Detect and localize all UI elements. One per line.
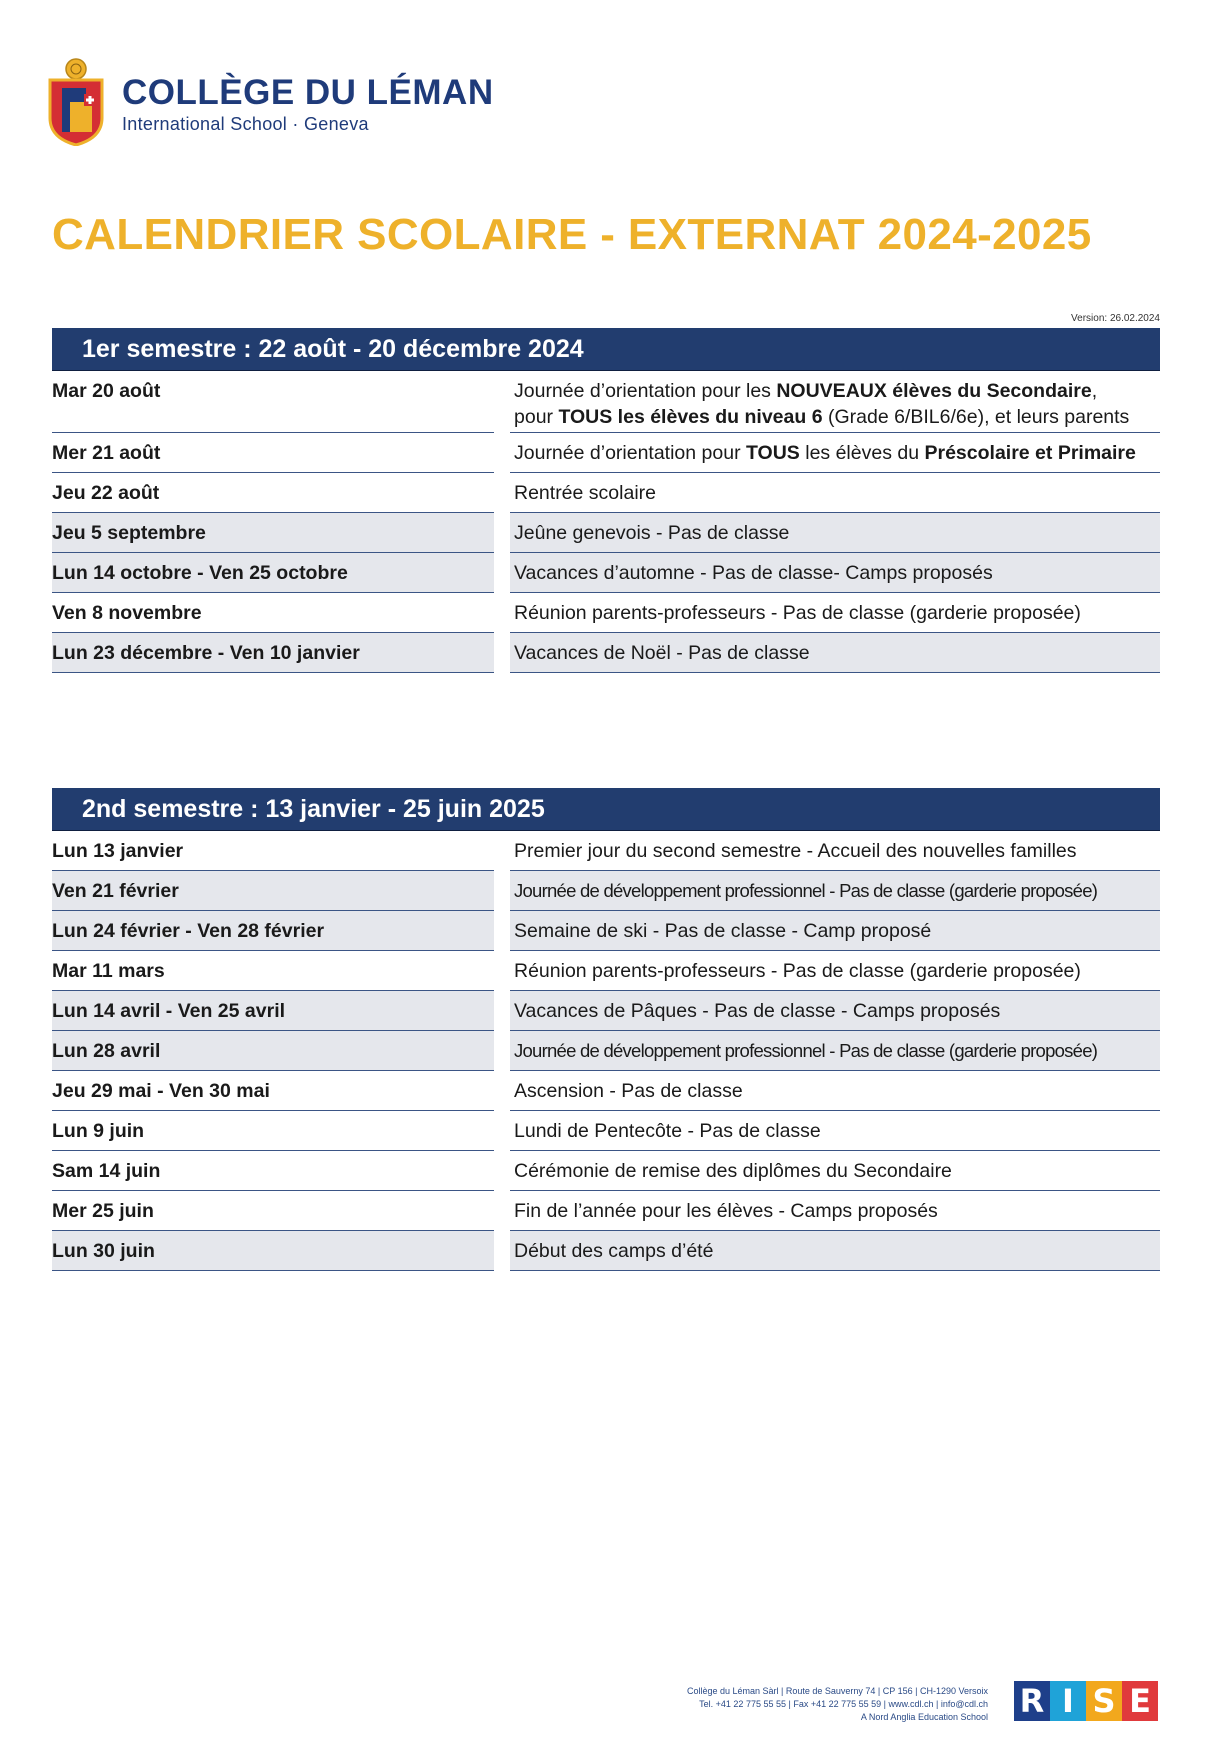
table-row <box>52 831 1160 871</box>
table-row <box>52 433 1160 473</box>
row-description: Cérémonie de remise des diplômes du Secondaire <box>510 1151 1160 1191</box>
row-date: Lun 14 octobre - Ven 25 octobre <box>52 553 494 593</box>
row-date: Mer 21 août <box>52 433 494 473</box>
table-row <box>52 633 1160 673</box>
row-date: Jeu 22 août <box>52 473 494 513</box>
footer-line-1: Collège du Léman Sàrl | Route de Sauverny 74 | CP 156 | CH-1290 Versoix <box>686 1686 988 1696</box>
row-date: Mar 20 août <box>52 371 494 433</box>
school-subtitle: International School · Geneva <box>122 114 369 134</box>
row-date: Lun 13 janvier <box>52 831 494 871</box>
row-description: Réunion parents-professeurs - Pas de classe (garderie proposée) <box>510 593 1160 633</box>
table-row <box>52 991 1160 1031</box>
table-row <box>52 473 1160 513</box>
table-row <box>52 371 1160 433</box>
row-description: Vacances de Pâques - Pas de classe - Camps proposés <box>510 991 1160 1031</box>
table-row <box>52 1071 1160 1111</box>
table-row <box>52 1231 1160 1271</box>
row-description: Journée de développement professionnel - Pas de classe (garderie proposée) <box>510 1031 1160 1071</box>
row-description: Journée de développement professionnel - Pas de classe (garderie proposée) <box>510 871 1160 911</box>
row-date: Mer 25 juin <box>52 1191 494 1231</box>
row-date: Lun 24 février - Ven 28 février <box>52 911 494 951</box>
row-description: Semaine de ski - Pas de classe - Camp proposé <box>510 911 1160 951</box>
row-description: Premier jour du second semestre - Accueil des nouvelles familles <box>510 831 1160 871</box>
footer-line-3: A Nord Anglia Education School <box>860 1712 988 1722</box>
row-description: Lundi de Pentecôte - Pas de classe <box>510 1111 1160 1151</box>
row-date: Lun 28 avril <box>52 1031 494 1071</box>
table-row <box>52 911 1160 951</box>
table-row <box>52 1191 1160 1231</box>
rise-logo <box>1014 1681 1158 1721</box>
table-row <box>52 1031 1160 1071</box>
rise-letter: I <box>1050 1681 1086 1721</box>
version-label: Version: 26.02.2024 <box>1071 313 1160 324</box>
row-description: Réunion parents-professeurs - Pas de classe (garderie proposée) <box>510 951 1160 991</box>
school-logo <box>46 58 494 146</box>
semester-2-header: 2nd semestre : 13 janvier - 25 juin 2025 <box>52 788 1160 831</box>
table-row <box>52 1151 1160 1191</box>
footer-address <box>687 1685 988 1724</box>
rise-letter: S <box>1086 1681 1122 1721</box>
table-row <box>52 593 1160 633</box>
table-row <box>52 513 1160 553</box>
semester-2-table <box>52 788 1160 1271</box>
row-date: Lun 30 juin <box>52 1231 494 1271</box>
rise-letter: E <box>1122 1681 1158 1721</box>
row-description: Rentrée scolaire <box>510 473 1160 513</box>
row-description: Fin de l’année pour les élèves - Camps proposés <box>510 1191 1160 1231</box>
row-description: Jeûne genevois - Pas de classe <box>510 513 1160 553</box>
table-row <box>52 1111 1160 1151</box>
row-description: Vacances d’automne - Pas de classe- Camps proposés <box>510 553 1160 593</box>
row-description: Vacances de Noël - Pas de classe <box>510 633 1160 673</box>
row-date: Mar 11 mars <box>52 951 494 991</box>
row-date: Lun 14 avril - Ven 25 avril <box>52 991 494 1031</box>
rise-letter: R <box>1014 1681 1050 1721</box>
row-date: Ven 8 novembre <box>52 593 494 633</box>
row-date: Lun 23 décembre - Ven 10 janvier <box>52 633 494 673</box>
row-description: Début des camps d’été <box>510 1231 1160 1271</box>
table-row <box>52 871 1160 911</box>
school-name: COLLÈGE DU LÉMAN <box>122 73 494 112</box>
footer-line-2: Tel. +41 22 775 55 55 | Fax +41 22 775 55 59 | www.cdl.ch | info@cdl.ch <box>699 1699 988 1709</box>
row-description: Ascension - Pas de classe <box>510 1071 1160 1111</box>
table-row <box>52 553 1160 593</box>
semester-1-header: 1er semestre : 22 août - 20 décembre 2024 <box>52 328 1160 371</box>
row-date: Sam 14 juin <box>52 1151 494 1191</box>
semester-1-table <box>52 328 1160 673</box>
row-date: Jeu 5 septembre <box>52 513 494 553</box>
row-date: Lun 9 juin <box>52 1111 494 1151</box>
row-date: Ven 21 février <box>52 871 494 911</box>
table-row <box>52 951 1160 991</box>
row-date: Jeu 29 mai - Ven 30 mai <box>52 1071 494 1111</box>
row-description: Journée d’orientation pour les NOUVEAUX élèves du Secondaire, pour TOUS les élèves du niveau 6 (Grade 6/BIL6/6e), et leurs parents <box>510 371 1160 433</box>
row-description: Journée d’orientation pour TOUS les élèves du Préscolaire et Primaire <box>510 433 1160 473</box>
page-title: CALENDRIER SCOLAIRE - EXTERNAT 2024-2025 <box>52 210 1092 259</box>
school-crest-icon <box>46 58 106 146</box>
